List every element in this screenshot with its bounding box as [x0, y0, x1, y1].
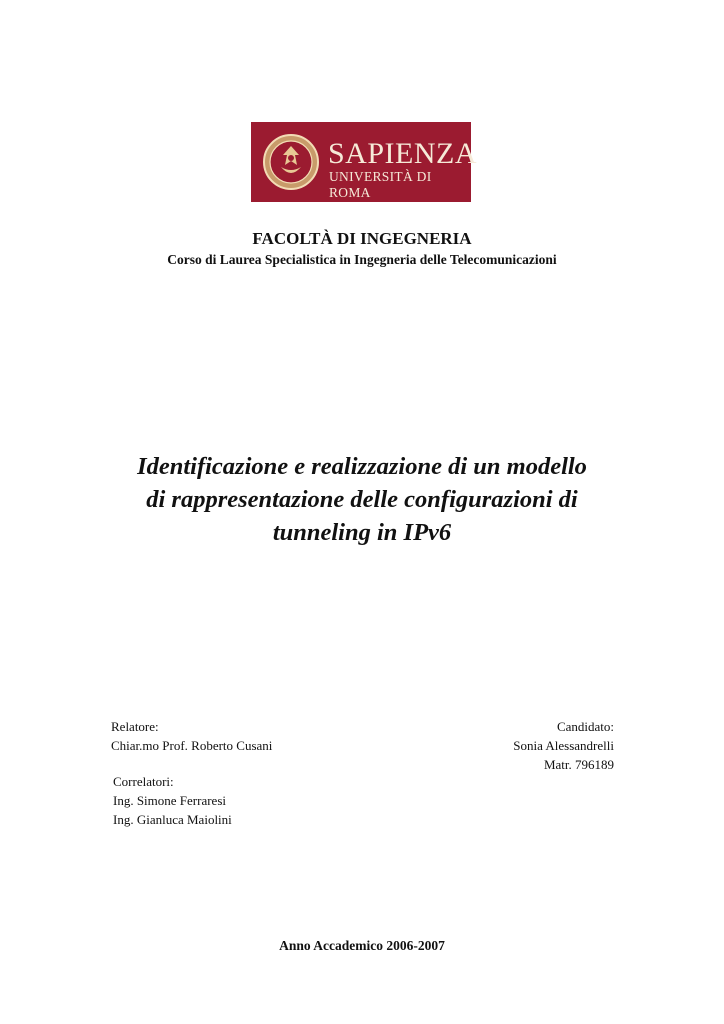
relatore-label: Relatore: — [111, 719, 159, 734]
title-line: di rappresentazione delle configurazioni di — [146, 486, 578, 513]
course-name: Corso di Laurea Specialistica in Ingegneria delle Telecomunicazioni — [167, 252, 557, 267]
relatore-name: Chiar.mo Prof. Roberto Cusani — [111, 738, 273, 753]
title-line: Identificazione e realizzazione di un modello — [137, 453, 587, 480]
candidato-label: Candidato: — [556, 719, 614, 734]
correlatore-name: Ing. Gianluca Maiolini — [113, 812, 232, 827]
candidato-matricola: Matr. 796189 — [543, 757, 614, 772]
academic-year: Anno Accademico 2006-2007 — [279, 938, 445, 953]
correlatori-block — [113, 772, 232, 829]
candidato-block — [513, 717, 614, 774]
logo-subtitle: UNIVERSITÀ DI ROMA — [329, 169, 432, 200]
candidato-name: Sonia Alessandrelli — [513, 738, 614, 753]
university-seal-icon — [261, 131, 321, 193]
relatore-block — [111, 717, 272, 755]
title-line: tunneling in IPv6 — [272, 519, 452, 546]
thesis-title — [90, 450, 634, 549]
correlatori-label: Correlatori: — [113, 774, 174, 789]
faculty-heading: FACOLTÀ DI INGEGNERIA — [252, 229, 472, 248]
logo-name: SAPIENZA — [328, 137, 478, 170]
university-logo — [251, 122, 478, 202]
correlatore-name: Ing. Simone Ferraresi — [113, 793, 227, 808]
